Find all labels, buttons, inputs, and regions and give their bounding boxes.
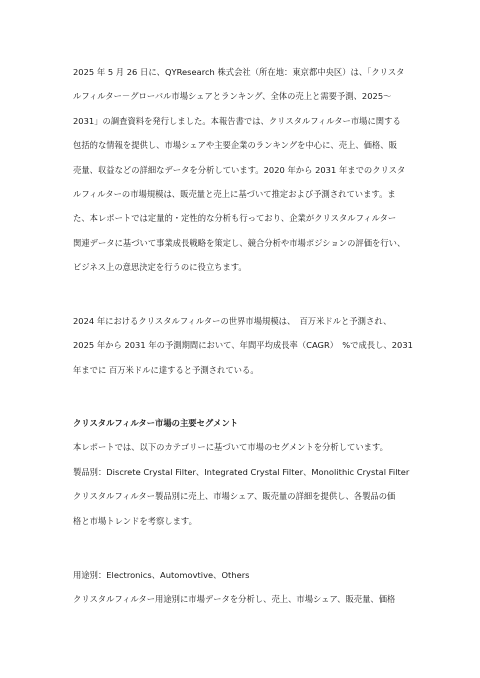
market-size-paragraph	[73, 309, 413, 382]
market-size-line: 年までに 百万米ドルに達すると予測されている。	[73, 364, 259, 375]
market-size-line: 2024 年におけるクリスタルフィルターの世界市場規模は、 百万米ドルと予測され、	[73, 316, 392, 326]
intro-paragraph	[73, 60, 413, 280]
segment-heading: クリスタルフィルター市場の主要セグメント	[73, 418, 239, 428]
intro-line: 関連データに基づいて事業成長戦略を策定し、競合分析や市場ポジションの評価を行い、	[73, 237, 406, 248]
product-types: 製品別：Discrete Crystal Filter、Integrated Crystal Filter、Monolithic Crystal Filter	[73, 466, 410, 477]
application-types: 用途別：Electronics、Automovtive、Others	[73, 570, 250, 580]
intro-line: ルフィルター－グローバル市場シェアとランキング、全体の売上と需要予測、2025～	[73, 91, 392, 102]
intro-line: 包括的な情報を提供し、市場シェアや主要企業のランキングを中心に、売上、価格、販	[73, 140, 397, 151]
intro-line: 2031」の調査資料を発行しました。本報告書では、クリスタルフィルター市場に関する	[73, 115, 401, 126]
segment-intro: 本レポートでは、以下のカテゴリーに基づいて市場のセグメントを分析しています。	[73, 442, 388, 453]
market-size-line: 2025 年から 2031 年の予測期間において、年間平均成長率（CAGR） %で成長し、2031	[73, 340, 413, 351]
segment-section	[73, 411, 413, 533]
application-desc: クリスタルフィルター用途別に市場データを分析し、売上、市場シェア、販売量、価格	[73, 594, 396, 605]
intro-line: ルフィルターの市場規模は、販売量と売上に基づいて推定および予測されています。ま	[73, 188, 396, 199]
application-section	[73, 563, 413, 612]
product-desc-line: クリスタルフィルター製品別に売上、市場シェア、販売量の詳細を提供し、各製品の価	[73, 491, 396, 502]
intro-line: た、本レポートでは定量的・定性的な分析も行っており、企業がクリスタルフィルター	[73, 213, 397, 224]
intro-line: ビジネス上の意思決定を行うのに役立ちます。	[73, 262, 247, 273]
intro-line: 2025 年 5 月 26 日に、QYResearch 株式会社（所在地：東京都中央区）は、「クリスタ	[73, 67, 405, 77]
product-desc-line: 格と市場トレンドを考察します。	[73, 515, 197, 526]
intro-line: 売量、収益などの詳細なデータを分析しています。2020 年から 2031 年までのクリスタ	[73, 164, 406, 175]
